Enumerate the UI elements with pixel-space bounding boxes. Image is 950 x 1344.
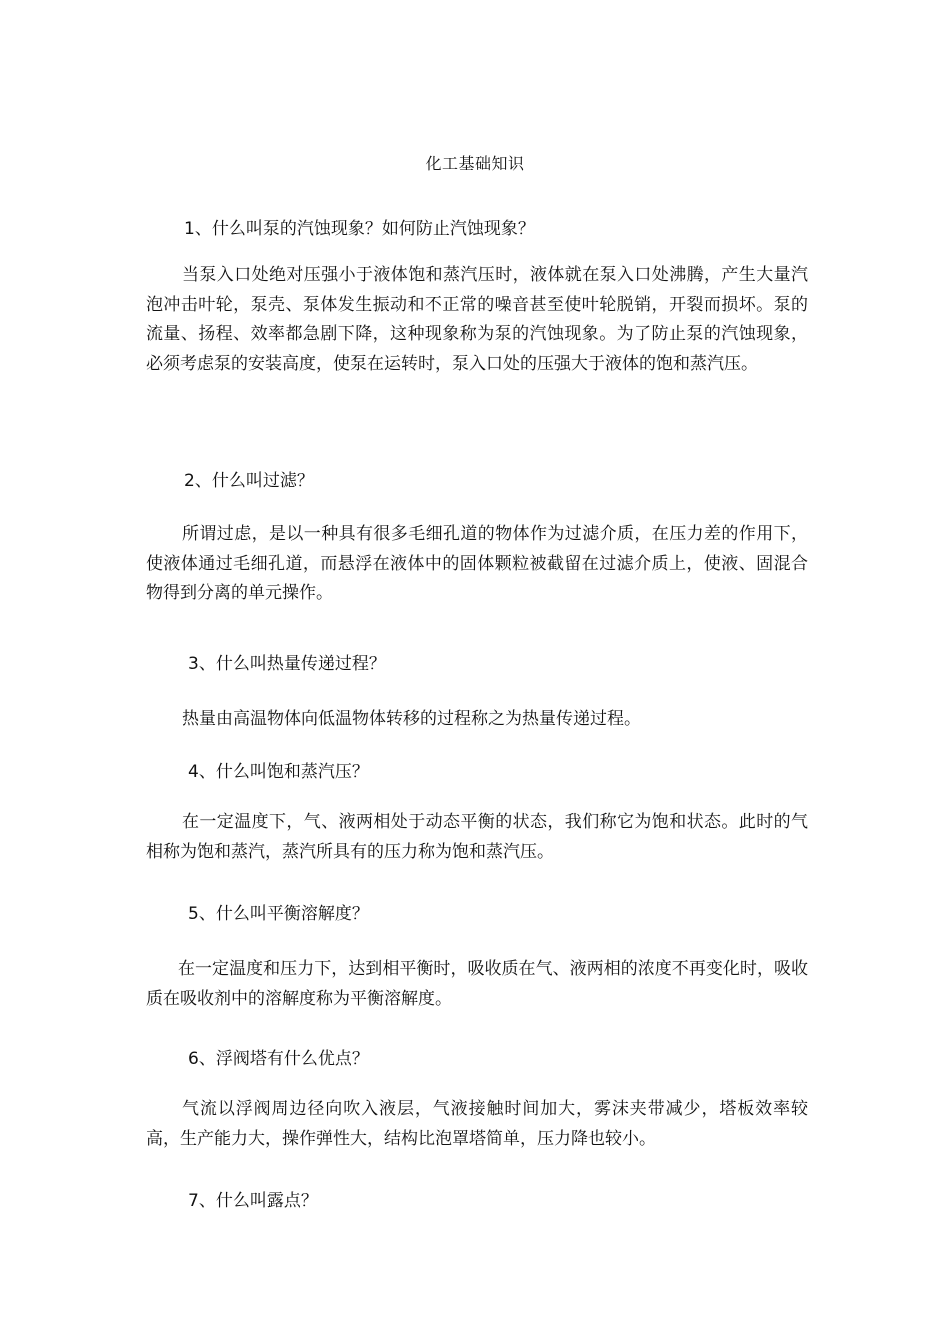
answer-6: 气流以浮阀周边径向吹入液层，气液接触时间加大，雾沫夹带减少，塔板效率较高，生产能力大，操作弹性大，结构比泡罩塔简单，压力降也较小。 [146,1099,808,1149]
question-6: 6、浮阀塔有什么优点？ [188,1049,369,1069]
question-4: 4、什么叫饱和蒸汽压？ [188,762,369,782]
question-5: 5、什么叫平衡溶解度？ [188,904,369,924]
question-1: 1、什么叫泵的汽蚀现象？如何防止汽蚀现象？ [184,219,535,239]
answer-4: 在一定温度下，气、液两相处于动态平衡的状态，我们称它为饱和状态。此时的气相称为饱和蒸汽，蒸汽所具有的压力称为饱和蒸汽压。 [146,812,808,862]
answer-3: 热量由高温物体向低温物体转移的过程称之为热量传递过程。 [182,709,641,729]
question-7: 7、什么叫露点？ [188,1191,318,1211]
question-3: 3、什么叫热量传递过程？ [188,654,386,674]
answer-2: 所谓过虑，是以一种具有很多毛细孔道的物体作为过滤介质，在压力差的作用下，使液体通过毛细孔道，而悬浮在液体中的固体颗粒被截留在过滤介质上，使液、固混合物得到分离的单元操作。 [146,524,808,603]
answer-1: 当泵入口处绝对压强小于液体饱和蒸汽压时，液体就在泵入口处沸腾，产生大量汽泡冲击叶轮，泵壳、泵体发生振动和不正常的噪音甚至使叶轮脱销，开裂而损坏。泵的流量、扬程、效率都急剧下降，这种现象称为泵的汽蚀现象。为了防止泵的汽蚀现象，必须考虑泵的安装高度，使泵在运转时，泵入口处的压强大于液体的饱和蒸汽压。 [146,265,808,374]
document-title: 化工基础知识 [425,154,525,173]
question-2: 2、什么叫过滤？ [184,471,314,491]
answer-5: 在一定温度和压力下，达到相平衡时，吸收质在气、液两相的浓度不再变化时，吸收质在吸收剂中的溶解度称为平衡溶解度。 [146,959,808,1009]
